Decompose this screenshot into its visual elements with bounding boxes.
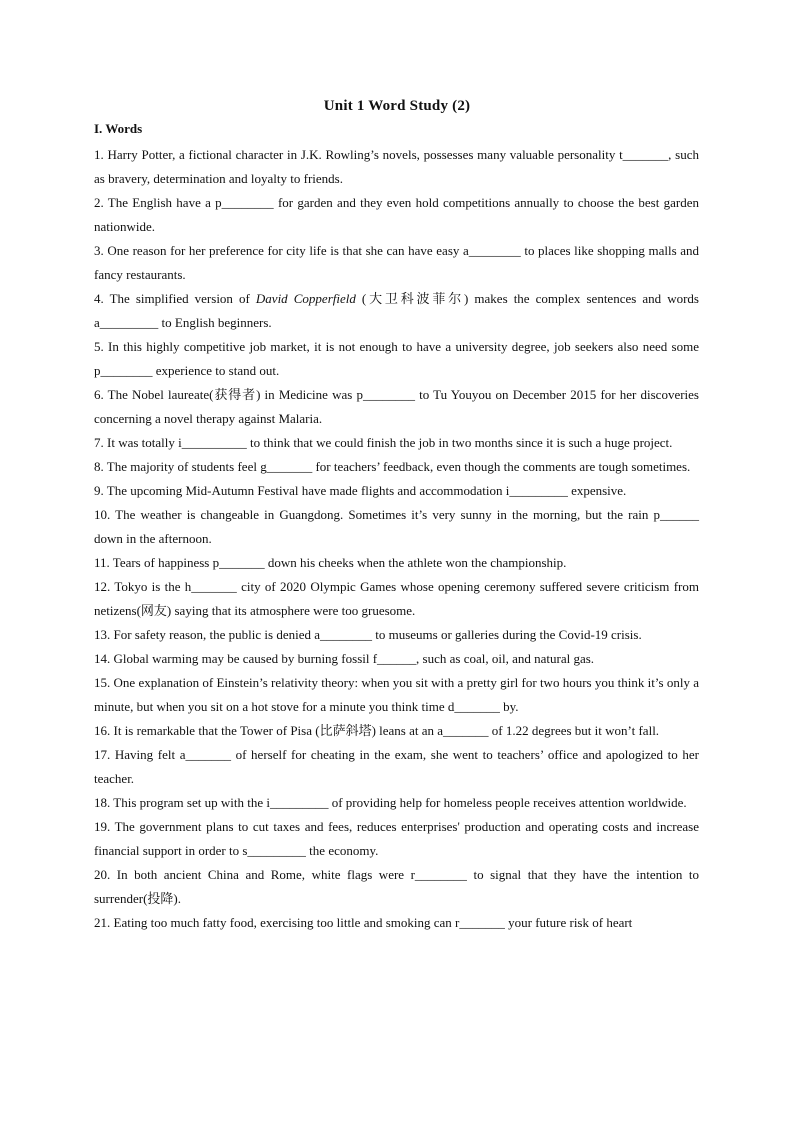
exercise-item: 5. In this highly competitive job market, it is not enough to have a university degree, job seekers also need some p________ experience to stand out. <box>94 339 699 378</box>
exercise-text: (大卫科波菲尔) makes the complex sentences and words a_________ to English beginners. <box>94 291 699 330</box>
exercise-item: 12. Tokyo is the h_______ city of 2020 Olympic Games whose opening ceremony suffered severe criticism from netizens(网友) saying that its atmosphere were too gruesome. <box>94 579 699 618</box>
exercise-item <box>94 287 699 335</box>
exercise-item: 15. One explanation of Einstein’s relativity theory: when you sit with a pretty girl for two hours you think it’s only a minute, but when you sit on a hot stove for a minute you think time d_______ by. <box>94 675 699 714</box>
exercise-item: 18. This program set up with the i_________ of providing help for homeless people receives attention worldwide. <box>94 795 687 810</box>
book-title: David Copperfield <box>255 291 356 306</box>
exercise-item: 13. For safety reason, the public is denied a________ to museums or galleries during the Covid-19 crisis. <box>94 627 642 642</box>
exercise-item: 19. The government plans to cut taxes and fees, reduces enterprises' production and operating costs and increase financial support in order to s_________ the economy. <box>94 819 699 858</box>
exercise-item: 21. Eating too much fatty food, exercising too little and smoking can r_______ your future risk of heart <box>94 915 633 930</box>
exercise-item: 2. The English have a p________ for garden and they even hold competitions annually to choose the best garden nationwide. <box>94 195 699 234</box>
page-title: Unit 1 Word Study (2) <box>323 98 471 114</box>
exercise-item: 11. Tears of happiness p_______ down his cheeks when the athlete won the championship. <box>94 555 567 570</box>
exercise-item: 10. The weather is changeable in Guangdong. Sometimes it’s very sunny in the morning, but the rain p______ down in the afternoon. <box>94 507 699 546</box>
exercise-item: 7. It was totally i__________ to think that we could finish the job in two months since it is such a huge project. <box>94 435 673 450</box>
exercise-item: 17. Having felt a_______ of herself for cheating in the exam, she went to teachers’ office and apologized to her teacher. <box>94 747 699 786</box>
exercise-item: 14. Global warming may be caused by burning fossil f______, such as coal, oil, and natural gas. <box>94 651 595 666</box>
exercise-item: 1. Harry Potter, a fictional character in J.K. Rowling’s novels, possesses many valuable personality t_______, such as bravery, determination and loyalty to friends. <box>94 147 699 186</box>
exercise-item: 16. It is remarkable that the Tower of Pisa (比萨斜塔) leans at an a_______ of 1.22 degrees but it won’t fall. <box>94 723 660 738</box>
exercise-text: 4. The simplified version of <box>94 291 256 306</box>
exercise-list <box>94 143 699 935</box>
exercise-item: 9. The upcoming Mid-Autumn Festival have made flights and accommodation i_________ expensive. <box>94 483 627 498</box>
exercise-item: 3. One reason for her preference for city life is that she can have easy a________ to places like shopping malls and fancy restaurants. <box>94 243 699 282</box>
exercise-item: 8. The majority of students feel g_______ for teachers’ feedback, even though the comments are tough sometimes. <box>94 459 691 474</box>
exercise-item: 20. In both ancient China and Rome, white flags were r________ to signal that they have the intention to surrender(投降). <box>94 867 699 906</box>
exercise-item: 6. The Nobel laureate(获得者) in Medicine was p________ to Tu Youyou on December 2015 for her discoveries concerning a novel therapy against Malaria. <box>94 387 699 426</box>
section-heading: I. Words <box>94 121 143 136</box>
